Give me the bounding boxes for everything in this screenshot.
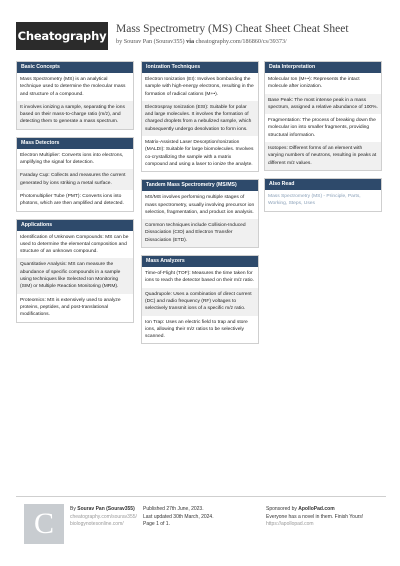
section-heading: Mass Analyzers (142, 256, 258, 267)
column-right (264, 61, 382, 219)
section (16, 219, 134, 323)
section (264, 61, 382, 171)
section-heading: Tandem Mass Spectrometry (MS/MS) (142, 180, 258, 191)
section-item: Quadrupole: Uses a combination of direct current (DC) and radio frequency (RF) voltages to selectively transmit ions of a specific m/z ratio. (142, 288, 258, 316)
section-item: Quantitative Analysis: MS can measure the abundance of specific compounds in a sample using techniques like Selected Ion Monitoring (SIM) or Multiple Reaction Monitoring (MRM). (17, 258, 133, 293)
section-item: Mass Spectrometry (MS) is an analytical technique used to determine the molecular mass and structure of a compound. (20, 77, 126, 97)
section-item: Isotopes: Different forms of an element with varying numbers of neutrons, resulting in peaks at different m/z values. (265, 142, 381, 170)
section-item: It involves ionizing a sample, separating the ions based on their mass-to-charge ratio (m/z), and detecting them to generate a mass spectrum. (17, 101, 133, 129)
section (141, 179, 259, 248)
section-item: Faraday Cup: Collects and measures the current generated by ions striking a metal surface. (17, 169, 133, 190)
section-item: Electrospray Ionization (ESI): Suitable for polar and large molecules. It involves the formation of charged droplets from a nebulized sample, which subsequently undergo desolvation to form ions. (142, 101, 258, 136)
section-item: Time-of-Flight (TOF): Measures the time taken for ions to reach the detector based on their m/z ratio. (145, 271, 255, 284)
section-heading: Ionization Techniques (142, 62, 258, 73)
section-item: MS/MS involves performing multiple stages of mass spectrometry, usually involving precursor ion selection, fragmentation, and product ion analysis. (145, 195, 255, 215)
footer-sponsor (266, 506, 386, 529)
page-header (16, 22, 386, 52)
page-number: Page 1 of 1. (143, 521, 170, 527)
section (16, 61, 134, 130)
footer-dates (143, 506, 253, 529)
section-item: Fragmentation: The process of breaking down the molecular ion into smaller fragments, providing structural information. (268, 118, 376, 138)
section-item: Base Peak: The most intense peak in a mass spectrum, assigned a relative abundance of 100%. (265, 94, 381, 115)
section-heading: Applications (17, 220, 133, 231)
page-footer (16, 496, 386, 556)
section (141, 255, 259, 344)
author-label: By (70, 506, 76, 512)
column-left (16, 61, 134, 330)
section-item: Photomultiplier Tube (PMT): Converts ions into photons, which are then amplified and detected. (20, 193, 124, 207)
author-site[interactable]: biologynotesonline.com/ (70, 521, 124, 527)
section (16, 137, 134, 212)
author-avatar: C (24, 504, 64, 544)
sponsor-prefix: Sponsored by (266, 506, 297, 512)
footer-divider (16, 496, 386, 497)
sponsor-text: Everyone has a novel in them. Finish Yours! (266, 513, 364, 520)
section (141, 61, 259, 172)
section-item: Matrix-Assisted Laser Desorption/Ionization (MALDI): Suitable for large biomolecules. Involves co-crystallizing the sample with a matrix compound and using a laser to ionize the analyte. (145, 140, 254, 167)
sponsor-url[interactable]: https://apollopad.com (266, 521, 314, 527)
byline-author[interactable]: by Sourav Pan (Sourav355) (116, 38, 185, 45)
updated-date: Last updated 30th March, 2024. (143, 513, 214, 520)
byline (116, 38, 287, 45)
section-item: Molecular Ion (M+•): Represents the intact molecule after ionization. (268, 77, 360, 90)
section-item: Common techniques include Collision-Induced Dissociation (CID) and Electron Transfer Dissociation (ETD). (142, 219, 258, 247)
section-item: Ion Trap: Uses an electric field to trap and store ions, allowing their m/z ratios to be selectively scanned. (145, 319, 248, 340)
section-heading: Also Read (265, 179, 381, 190)
section-heading: Basic Concepts (17, 62, 133, 73)
section-heading: Mass Detectors (17, 138, 133, 149)
published-date: Published 27th June, 2023. (143, 506, 204, 512)
section (264, 178, 382, 212)
section-item: Identification of Unknown Compounds: MS can be used to determine the elemental composition and structure of an unknown compound. (20, 234, 129, 255)
section-item: Electron Ionization (EI): Involves bombarding the sample with high-energy electrons, resulting in the formation of radical cations (M+•). (145, 77, 254, 97)
author-url[interactable]: cheatography.com/sourav355/ (70, 513, 137, 520)
also-read-link[interactable]: Mass Spectrometry (MS) - Principle, Parts, Working, Steps, Uses (268, 193, 361, 207)
section-item: Proteomics: MS is extensively used to analyze proteins, peptides, and post-translational modifications. (20, 297, 121, 318)
byline-via: via (186, 38, 195, 45)
footer-author (70, 506, 152, 529)
page-title: Mass Spectrometry (MS) Cheat Sheet Cheat Sheet (116, 23, 349, 35)
author-name[interactable]: Sourav Pan (Sourav355) (77, 506, 135, 512)
byline-url[interactable]: cheatography.com/186860/cs/39373/ (195, 38, 287, 45)
section-item: Electron Multiplier: Converts ions into electrons, amplifying the signal for detection. (20, 152, 124, 166)
column-middle (141, 61, 259, 351)
cheatography-logo[interactable]: Cheatography (16, 22, 108, 50)
sponsor-name[interactable]: ApolloPad.com (298, 506, 335, 512)
section-heading: Data Interpretation (265, 62, 381, 73)
